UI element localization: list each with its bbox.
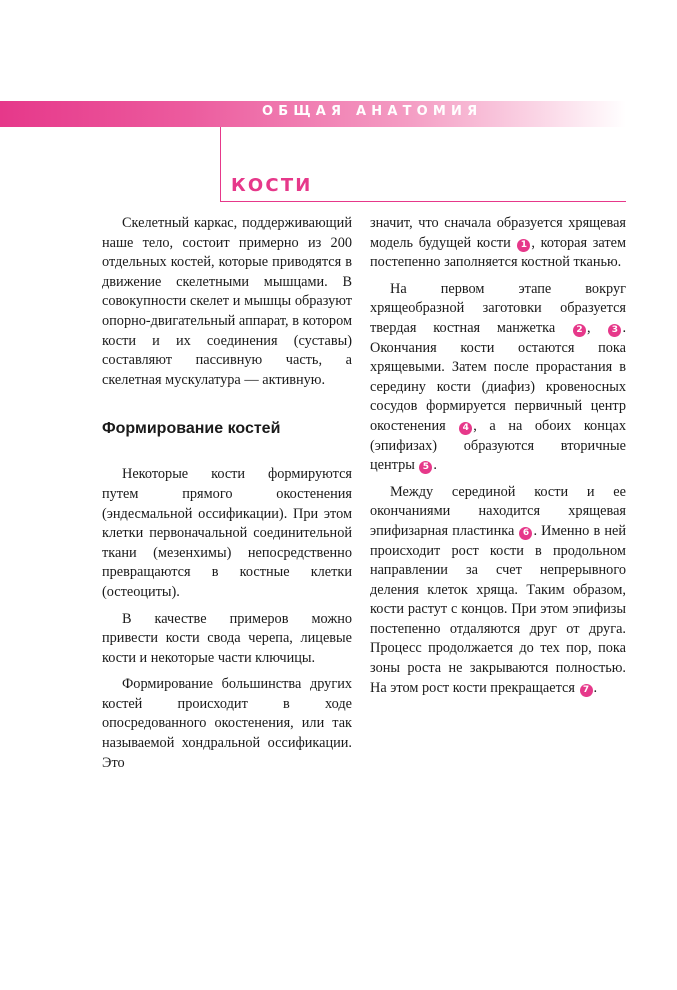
paragraph-indirect-ossification: Формирование большинства других костей происходит в ходе опосредованного окостенения, или так называемой хондральной оссификации. Это: [102, 676, 352, 771]
paragraph-examples: В качестве примеров можно привести кости свода черепа, лицевые кости и некоторые части ключицы.: [102, 610, 352, 666]
title-rule-horizontal: [220, 201, 626, 202]
text-segment: Между серединой кости и ее окончаниями находится хрящевая эпифизарная пластинка: [370, 483, 626, 539]
paragraph-first-stage: [370, 280, 626, 476]
figure-marker-7: 7: [580, 684, 593, 697]
text-segment: значит, что сначала образуется хрящевая модель будущей кости: [370, 215, 626, 251]
running-header: ОБЩАЯ АНАТОМИЯ: [262, 104, 483, 119]
left-column: [102, 214, 352, 780]
paragraph-growth-plate: [370, 483, 626, 699]
intro-paragraph: Скелетный каркас, поддерживающий наше тело, состоит примерно из 200 отдельных костей, которые приводятся в движение скелетными мышцами. В совокупности скелет и мышцы образуют опорно-двигательный аппарат, в котором кости и их соединения (суставы) составляют пассивную часть, а скелетная мускулатура — активную.: [102, 215, 352, 388]
text-segment: , которая затем постепенно заполняется костной тканью.: [370, 234, 626, 271]
text-segment: .: [433, 457, 437, 474]
figure-marker-5: 5: [419, 461, 432, 474]
text-segment: На первом этапе вокруг хрящеобразной заготовки образуется твердая костная манжетка: [370, 280, 626, 336]
paragraph-cartilage-model: [370, 214, 626, 273]
text-segment: . Окончания кости остаются пока хрящевыми. Затем после прорастания в середину кости (диафиз) кровеносных сосудов формируется первичный центр окостенения: [370, 319, 627, 434]
subheading: Формирование костей: [102, 420, 281, 438]
figure-marker-1: 1: [517, 239, 530, 252]
figure-marker-2: 2: [573, 324, 586, 337]
text-segment: ,: [587, 319, 608, 336]
text-segment: .: [593, 679, 598, 696]
figure-marker-4: 4: [459, 422, 472, 435]
figure-marker-3: 3: [608, 324, 621, 337]
right-column: [370, 214, 626, 705]
section-title: КОСТИ: [231, 175, 313, 196]
paragraph-direct-ossification: Некоторые кости формируются путем прямого окостенения (эндесмальной оссификации). При этом клетки первоначальной соединительной ткани (мезенхимы) непосредственно превращаются в костные клетки (остеоциты).: [102, 466, 352, 600]
text-segment: , а на обоих концах (эпифизах) образуются вторичные центры: [370, 417, 627, 474]
figure-marker-6: 6: [519, 527, 532, 540]
title-rule-vertical: [220, 127, 221, 202]
text-segment: . Именно в ней происходит рост кости в продольном направлении за счет непрерывного деления клеток хряща. Таким образом, кости растут с концов. При этом эпифизы постепенно отдаляются друг от друга. Процесс продолжается до тех пор, пока зоны роста не закрываются полностью. На этом рост кости прекращается: [370, 522, 626, 696]
